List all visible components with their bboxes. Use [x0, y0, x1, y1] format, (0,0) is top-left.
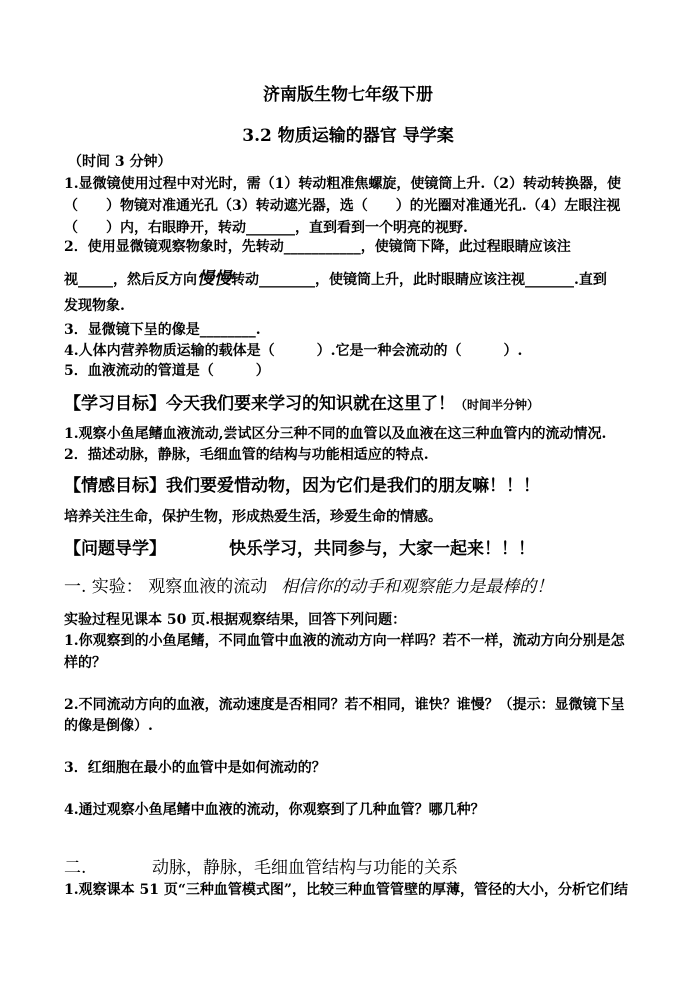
emotion-goal-heading: 【情感目标】我们要爱惜动物，因为它们是我们的朋友嘛！！！	[64, 476, 540, 496]
learning-goal-heading	[64, 395, 539, 414]
preview-q2-line1: 2．使用显微镜观察物象时，先转动___________，使镜筒下降，此过程眼睛应该注	[64, 239, 571, 255]
experiment-motto: 相信你的动手和观察能力是最棒的！	[281, 577, 554, 597]
section-two-heading: 动脉，静脉，毛细血管结构与功能的关系	[152, 858, 458, 878]
experiment-q2-line2: 的像是倒像）.	[64, 718, 153, 734]
section-two-number: 二.	[64, 858, 87, 878]
experiment-q3: 3．红细胞在最小的血管中是如何流动的？	[64, 760, 326, 776]
experiment-q1-line1: 1.你观察到的小鱼尾鳍，不同血管中血液的流动方向一样吗？若不一样，流动方向分别是怎	[64, 633, 625, 649]
lesson-subtitle: 3.2 物质运输的器官 导学案	[242, 126, 454, 146]
experiment-q2-line1: 2.不同流动方向的血液，流动速度是否相同？若不相同，谁快？谁慢？（提示：显微镜下呈	[64, 697, 625, 713]
preview-q2-line2	[64, 270, 607, 289]
slowly-emphasis: 慢慢	[197, 269, 231, 289]
preview-q1-line1: 1.显微镜使用过程中对光时，需（1）转动粗准焦螺旋，使镜筒上升.（2）转动转换器，使	[64, 176, 621, 192]
preview-q3: 3．显微镜下呈的像是________.	[64, 322, 261, 338]
experiment-q4: 4.通过观察小鱼尾鳍中血液的流动，你观察到了几种血管？哪几种？	[64, 802, 485, 818]
goal-item-1: 1.观察小鱼尾鳍血液流动,尝试区分三种不同的血管以及血液在这三种血管内的流动情况.	[64, 426, 607, 442]
experiment-heading-text: 一. 实验： 观察血液的流动	[64, 577, 268, 597]
preview-q1-line2: （ ）物镜对准通光孔（3）转动遮光器，选（ ）的光圈对准通光孔.（4）左眼注视	[64, 198, 621, 214]
goal-item-2: 2．描述动脉，静脉，毛细血管的结构与功能相适应的特点.	[64, 447, 429, 463]
experiment-q1-line2: 样的？	[64, 655, 106, 671]
learning-goal-text: 【学习目标】今天我们要来学习的知识就在这里了！	[64, 394, 455, 414]
time-note: （时间 3 分钟）	[68, 154, 172, 170]
learning-goal-time: （时间半分钟）	[455, 398, 540, 412]
problem-guide-heading: 【问题导学】	[64, 539, 166, 559]
page-title: 济南版生物七年级下册	[263, 85, 433, 105]
preview-q5: 5．血液流动的管道是（ ）	[64, 363, 270, 379]
problem-guide-slogan: 快乐学习，共同参与，大家一起来！！！	[229, 539, 535, 559]
preview-q1-line3: （ ）内，右眼睁开，转动_______，直到看到一个明亮的视野.	[64, 220, 468, 236]
preview-q2-text-a: 视_____，然后反方向	[64, 272, 197, 288]
preview-q2-line3: 发现物象.	[64, 298, 125, 314]
preview-q4: 4.人体内营养物质运输的载体是（ ）.它是一种会流动的（ ）.	[64, 343, 523, 359]
emotion-goal-text: 培养关注生命，保护生物，形成热爱生活，珍爱生命的情感。	[64, 509, 442, 525]
experiment-heading	[64, 578, 553, 596]
preview-q2-text-b: 转动________，使镜筒上升，此时眼睛应该注视_______.直到	[231, 272, 607, 288]
section-two-q1: 1.观察课本 51 页“三种血管模式图”，比较三种血管管壁的厚薄，管径的大小，分析它们结	[64, 882, 628, 898]
experiment-intro: 实验过程见课本 50 页.根据观察结果，回答下列问题：	[64, 612, 407, 628]
